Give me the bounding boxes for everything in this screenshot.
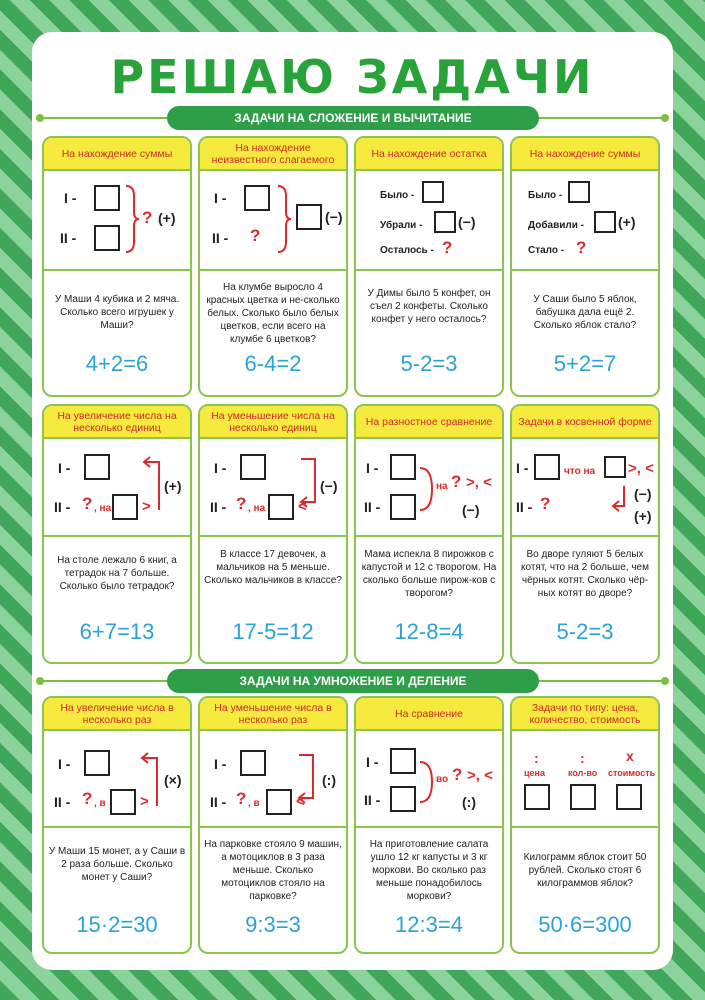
card-remainder xyxy=(354,136,504,397)
label-I: I - xyxy=(58,460,71,476)
equation: 12-8=4 xyxy=(394,619,464,644)
text-na: , на xyxy=(248,503,266,514)
task-text: У Димы было 5 конфет, он съел 2 конфеты. Сколько конфет у него осталось? xyxy=(367,288,491,325)
box xyxy=(110,789,136,815)
box xyxy=(268,494,294,520)
card-header: На сравнение xyxy=(356,698,502,731)
card-header: На нахождение остатка xyxy=(356,138,502,171)
card-indirect-form xyxy=(510,404,660,664)
card-unknown-addend xyxy=(198,136,348,397)
card-header: На увеличение числа на несколько единиц xyxy=(44,406,190,439)
label-was: Было - xyxy=(380,190,415,201)
arrow-down-icon xyxy=(610,484,630,514)
equation: 5-2=3 xyxy=(556,619,614,644)
box xyxy=(534,454,560,480)
sign-compare: >, < xyxy=(628,460,654,477)
box xyxy=(84,750,110,776)
label-II: II - xyxy=(54,794,71,810)
label-I: I - xyxy=(214,190,227,206)
label-I: I - xyxy=(64,190,77,206)
box xyxy=(112,494,138,520)
card-sum xyxy=(42,136,192,397)
card-header: На нахождение неизвестного слагаемого xyxy=(200,138,346,171)
sign-greater: > xyxy=(142,498,151,515)
section-title-addition: ЗАДАЧИ НА СЛОЖЕНИЕ И ВЫЧИТАНИЕ xyxy=(167,106,539,130)
equation: 4+2=6 xyxy=(85,351,149,376)
sign-greater: > xyxy=(140,793,149,810)
card-header: Задачи в косвенной форме xyxy=(512,406,658,439)
task-text: На приготовление салата ушло 12 кг капусты и 3 кг моркови. Во сколько раз меньше понадобилось моркови? xyxy=(369,839,489,902)
operation-minus: (−) xyxy=(634,486,652,502)
box xyxy=(616,784,642,810)
text-v: в xyxy=(436,774,443,785)
label-became: Стало - xyxy=(528,245,565,256)
box xyxy=(240,454,266,480)
task-text: На клумбе выросло 4 красных цветка и не-сколько белых. Сколько было белых цветков, если всего на клумбе 6 цветков? xyxy=(206,282,340,345)
text-what-na: что на xyxy=(564,466,596,477)
card-header: На нахождение суммы xyxy=(44,138,190,171)
page-title: РЕШАЮ ЗАДАЧИ xyxy=(110,50,595,104)
card-header: На нахождение суммы xyxy=(512,138,658,171)
box xyxy=(422,181,444,203)
question-mark: ? xyxy=(250,226,261,245)
question-mark: ? xyxy=(82,494,93,513)
text-v: , в xyxy=(248,798,260,809)
card-header: На уменьшение числа в несколько раз xyxy=(200,698,346,731)
card-header: Задачи по типу: цена, количество, стоимость xyxy=(512,698,658,731)
box xyxy=(434,211,456,233)
symbol-divide: : xyxy=(534,750,539,766)
task-text: На столе лежало 6 книг, а тетрадок на 7 больше. Сколько было тетрадок? xyxy=(57,555,177,592)
card-sum-2 xyxy=(510,136,660,397)
sign-less: < xyxy=(298,498,307,515)
box xyxy=(604,456,626,478)
label-added: Добавили - xyxy=(528,220,584,231)
card-increase-times xyxy=(42,696,192,954)
label-I: I - xyxy=(366,460,379,476)
box xyxy=(390,748,416,774)
arrow-down-icon xyxy=(296,750,318,808)
box xyxy=(390,494,416,520)
arrow-up-icon xyxy=(142,454,164,514)
operation-minus: (−) xyxy=(325,209,343,225)
label-I: I - xyxy=(366,754,379,770)
operation-divide: (:) xyxy=(322,772,336,788)
equation: 5-2=3 xyxy=(400,351,458,376)
box xyxy=(568,181,590,203)
operation-multiply: (×) xyxy=(164,772,182,788)
box xyxy=(390,786,416,812)
divider xyxy=(200,269,346,271)
operation-minus: (−) xyxy=(462,502,480,518)
brace-icon xyxy=(276,184,292,254)
card-price-quantity-cost xyxy=(510,696,660,954)
task-text: Во дворе гуляют 5 белых котят, что на 2 больше, чем чёрных котят. Сколько чёр-ных котят во дворе? xyxy=(521,549,649,599)
question-mark: ? xyxy=(442,238,453,257)
label-I: I - xyxy=(214,756,227,772)
equation: 15·2=30 xyxy=(76,912,158,937)
divider xyxy=(512,535,658,537)
operation-plus: (+) xyxy=(618,214,636,230)
divider xyxy=(44,826,190,828)
text-na: на xyxy=(436,481,448,492)
task-text: Мама испекла 8 пирожков с капустой и 12 с творогом. На сколько больше пирож-ков с творогом? xyxy=(361,549,497,599)
card-difference-comparison xyxy=(354,404,504,664)
label-I: I - xyxy=(516,460,529,476)
brace-icon xyxy=(124,184,140,254)
card-increase-by-units xyxy=(42,404,192,664)
label-II: II - xyxy=(60,230,77,246)
task-text: На парковке стояло 9 машин, а мотоциклов в 3 раза меньше. Сколько мотоциклов стояло на парковке? xyxy=(204,839,342,902)
equation: 9:3=3 xyxy=(245,912,301,937)
card-decrease-times xyxy=(198,696,348,954)
divider xyxy=(44,535,190,537)
divider xyxy=(356,535,502,537)
label-price: цена xyxy=(524,768,545,778)
text-o: о xyxy=(442,774,449,785)
arrow-up-icon xyxy=(140,750,162,808)
bracket-icon xyxy=(418,758,436,806)
card-header: На уменьшение числа на несколько единиц xyxy=(200,406,346,439)
operation-minus: (−) xyxy=(320,478,338,494)
question-mark: ? xyxy=(540,494,551,513)
operation-plus: (+) xyxy=(634,508,652,524)
question-mark: ? xyxy=(452,765,463,784)
box xyxy=(94,225,120,251)
label-II: II - xyxy=(54,499,71,515)
label-quantity: кол-во xyxy=(568,768,598,778)
task-text: У Маши 15 монет, а у Саши в 2 раза больше. Сколько монет у Саши? xyxy=(48,846,186,883)
divider xyxy=(200,826,346,828)
section-title-multiplication: ЗАДАЧИ НА УМНОЖЕНИЕ И ДЕЛЕНИЕ xyxy=(167,669,539,693)
label-II: II - xyxy=(210,794,227,810)
label-II: II - xyxy=(516,499,533,515)
task-text: У Маши 4 кубика и 2 мяча. Сколько всего игрушек у Маши? xyxy=(54,294,180,331)
label-I: I - xyxy=(214,460,227,476)
card-header: На увеличение числа в несколько раз xyxy=(44,698,190,731)
box xyxy=(390,454,416,480)
question-mark: ? xyxy=(576,238,587,257)
divider xyxy=(356,269,502,271)
box xyxy=(266,789,292,815)
question-mark: ? xyxy=(142,208,153,227)
arrow-down-icon xyxy=(298,454,320,514)
label-II: II - xyxy=(364,499,381,515)
task-text: У Саши было 5 яблок, бабушка дала ещё 2. Сколько яблок стало? xyxy=(533,294,637,331)
label-II: II - xyxy=(212,230,229,246)
equation: 50·6=300 xyxy=(538,912,632,937)
card-header: На разностное сравнение xyxy=(356,406,502,439)
label-removed: Убрали - xyxy=(380,220,423,231)
symbol-divide: : xyxy=(580,750,585,766)
sign-compare: >, < xyxy=(466,474,492,491)
equation: 12:3=4 xyxy=(395,912,463,937)
box xyxy=(240,750,266,776)
task-text: В классе 17 девочек, а мальчиков на 5 меньше. Сколько мальчиков в классе? xyxy=(204,549,342,586)
divider xyxy=(200,535,346,537)
divider xyxy=(44,269,190,271)
equation: 5+2=7 xyxy=(553,351,617,376)
symbol-multiply: х xyxy=(626,748,634,764)
text-na: , на xyxy=(94,503,112,514)
operation-minus: (−) xyxy=(458,214,476,230)
label-was: Было - xyxy=(528,190,563,201)
box xyxy=(84,454,110,480)
box xyxy=(570,784,596,810)
label-II: II - xyxy=(210,499,227,515)
text-v: , в xyxy=(94,798,106,809)
label-II: II - xyxy=(364,792,381,808)
box xyxy=(94,185,120,211)
equation: 6-4=2 xyxy=(244,351,302,376)
box xyxy=(524,784,550,810)
label-I: I - xyxy=(58,756,71,772)
sign-less: < xyxy=(296,793,305,810)
card-decrease-by-units xyxy=(198,404,348,664)
card-comparison-times xyxy=(354,696,504,954)
equation: 6+7=13 xyxy=(79,619,155,644)
sign-compare: >, < xyxy=(467,767,493,784)
question-mark: ? xyxy=(82,789,93,808)
operation-plus: (+) xyxy=(164,478,182,494)
task-text: Килограмм яблок стоит 50 рублей. Сколько стоят 6 килограммов яблок? xyxy=(523,852,647,889)
operation-plus: (+) xyxy=(158,210,176,226)
label-cost: стоимость xyxy=(608,768,656,778)
question-mark: ? xyxy=(236,494,247,513)
box xyxy=(594,211,616,233)
box xyxy=(296,204,322,230)
divider xyxy=(512,826,658,828)
label-left: Осталось - xyxy=(380,245,434,256)
divider xyxy=(356,826,502,828)
box xyxy=(244,185,270,211)
divider xyxy=(512,269,658,271)
equation: 17-5=12 xyxy=(232,619,314,644)
bracket-icon xyxy=(418,464,436,514)
operation-divide: (:) xyxy=(462,794,476,810)
question-mark: ? xyxy=(451,472,462,491)
question-mark: ? xyxy=(236,789,247,808)
